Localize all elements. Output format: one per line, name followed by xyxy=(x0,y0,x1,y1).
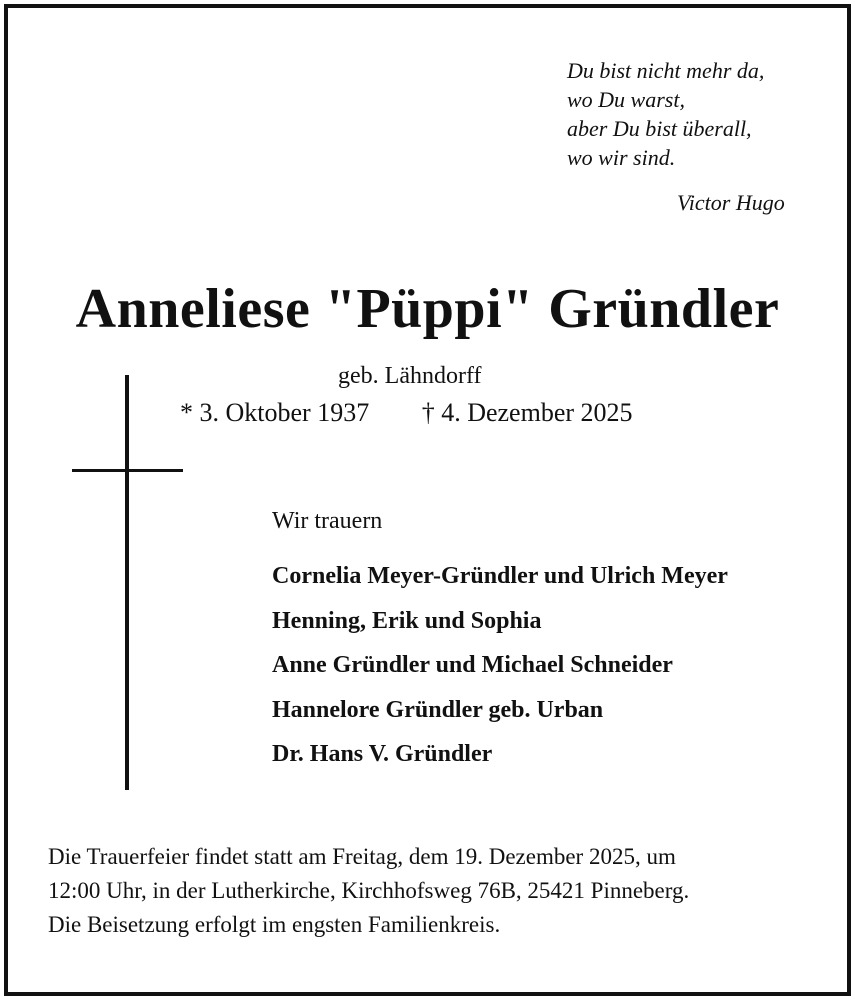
mourner-name: Anne Gründler und Michael Schneider xyxy=(272,652,673,678)
quote-line: Du bist nicht mehr da, xyxy=(567,58,765,83)
mourner-name: Henning, Erik und Sophia xyxy=(272,607,542,634)
quote-line: wo wir sind. xyxy=(567,145,676,170)
quote-line: wo Du warst, xyxy=(567,87,685,112)
cross-icon-bar xyxy=(72,469,183,472)
cross-icon xyxy=(125,375,129,790)
birth-name: geb. Lähndorff xyxy=(338,363,482,389)
mourner-name: Dr. Hans V. Gründler xyxy=(272,741,493,767)
deceased-name: Anneliese "Püppi" Gründler xyxy=(75,278,780,340)
service-line: Die Beisetzung erfolgt im engsten Familienkreis. xyxy=(48,912,501,937)
service-line: 12:00 Uhr, in der Lutherkirche, Kirchhofsweg 76B, 25421 Pinneberg. xyxy=(48,878,690,903)
quote-author: Victor Hugo xyxy=(677,190,785,215)
quote xyxy=(567,56,764,172)
service-info xyxy=(48,840,689,942)
birth-date: * 3. Oktober 1937 xyxy=(180,398,370,427)
mourners-list xyxy=(272,554,728,777)
mourning-intro: Wir trauern xyxy=(272,508,383,534)
mourner-name: Hannelore Gründler geb. Urban xyxy=(272,696,604,723)
life-dates xyxy=(180,398,633,428)
mourner-name: Cornelia Meyer-Gründler und Ulrich Meyer xyxy=(272,563,728,589)
quote-line: aber Du bist überall, xyxy=(567,116,752,141)
service-line: Die Trauerfeier findet statt am Freitag, dem 19. Dezember 2025, um xyxy=(48,844,676,869)
death-date: † 4. Dezember 2025 xyxy=(421,398,633,427)
